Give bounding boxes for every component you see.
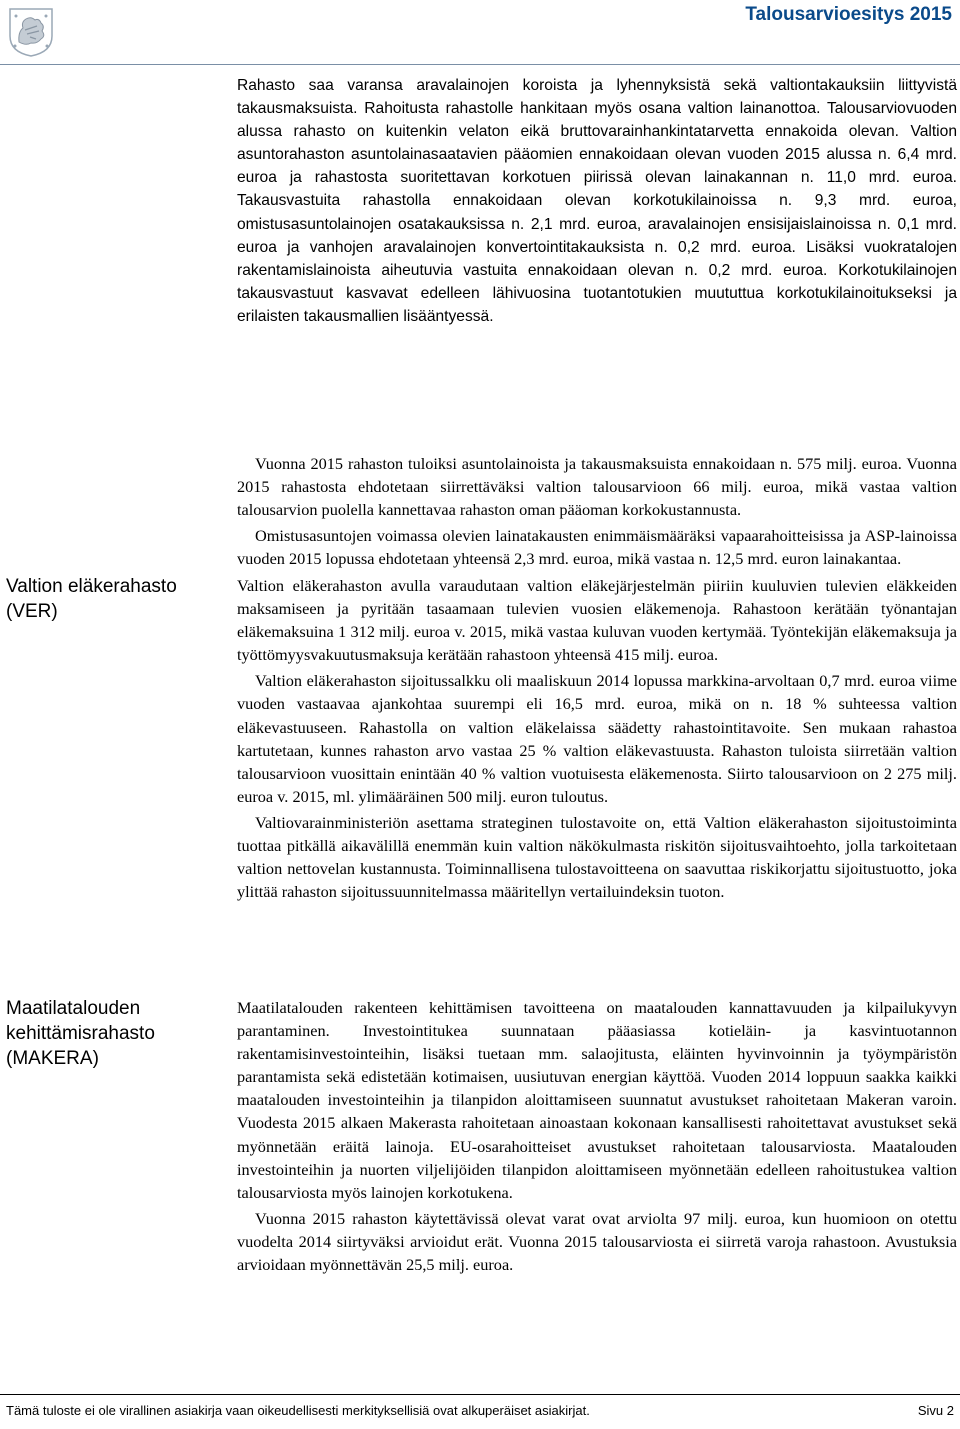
page-number: Sivu 2 (917, 1403, 954, 1418)
paragraph: Vuonna 2015 rahaston tuloiksi asuntolainoista ja takausmaksuista ennakoidaan n. 575 milj. euroa. Vuonna 2015 rahastosta ehdotetaan siirrettäväksi valtion talousarvioon 66 milj. euroa, mikä vastaa valtion talousarvion puolella kannettavaa rahaston oman pääoman korkokustannusta. (237, 454, 957, 520)
paragraph: Valtion eläkerahaston sijoitussalkku oli maaliskuun 2014 lopussa markkina-arvoltaan 0,7 mrd. euroa viime vuoden vastaavaa ajankohtaa suurempi eli 16,5 mrd. euroa, mikä on n. 18 % suhteessa valtion eläkevastuuseen. Rahastolla on valtion eläkelaissa säädetty rahastointitavoite. Sen mukaan rahastoa kartutetaan, kunnes rahaston arvo vastaa 25 % valtion eläkevastuusta. Rahaston tuloista siirretään valtion talousarvioon vuosittain enintään 40 % valtion vuotuisesta eläkemenosta. Siirto talousarvioon on 2 275 milj. euroa v. 2015, ml. ylimääräinen 500 milj. euron tuloutus. (237, 671, 957, 806)
document-title: Talousarvioesitys 2015 (745, 4, 952, 25)
paragraph: Rahasto saa varansa aravalainojen koroista ja lyhennyksistä sekä valtiontakauksiin liittyvistä takausmaksuista. Rahoitusta rahastolle hankitaan myös osana valtion lainanottoa. Talousarviovuoden alussa rahasto on kuitenkin velaton eikä bruttovarainhankintatarvetta ennakoida olevan. Valtion asuntorahaston asuntolainasaatavien pääomien ennakoidaan olevan vuoden 2015 alussa n. 6,4 mrd. euroa ja rahastosta suoritettavan korkotuen piirissä olevan lainakannan n. 11,0 mrd. euroa. Takausvastuita rahastolla ennakoidaan olevan korkotukilainoissa n. 9,3 mrd. euroa, omistusasuntolainojen osatakauksissa n. 2,1 mrd. euroa, aravalainojen ensisijaislainoissa n. 0,1 mrd. euroa ja vanhojen aravalainojen konvertointitakauksista n. 0,2 mrd. euroa. Lisäksi vuokratalojen rakentamislainoista aiheutuvia vastuita ennakoidaan olevan n. 0,2 mrd. euroa. Korkotukilainojen takausvastuut kasvavat edelleen lähivuosina tuotantotukien muututtua korkotukilainoitukseksi ja erilaisten takausmallien lisääntyessä. (237, 77, 957, 325)
footer-divider (0, 1394, 960, 1395)
section-label-makera: Maatilatalouden kehittämisrahasto (MAKERA) (6, 998, 155, 1069)
finnish-lion-coat-of-arms-icon (6, 6, 56, 58)
paragraph: Omistusasuntojen voimassa olevien lainatakausten enimmäismääräksi vapaarahoitteisissa ja ASP-lainoissa vuoden 2015 lopussa ehdotetaan yhteensä 2,3 mrd. euroa, mikä vastaa n. 12,5 mrd. euron lainakantaa. (237, 526, 957, 569)
section-asuntorahasto-body (237, 74, 957, 328)
footer-disclaimer: Tämä tuloste ei ole virallinen asiakirja vaan oikeudellisesti merkityksellisiä ovat alkuperäiset asiakirjat. (6, 1403, 590, 1418)
section-makera-body (237, 996, 957, 1276)
section-asuntorahasto-body-cont (237, 452, 957, 570)
paragraph: Valtion eläkerahaston avulla varaudutaan valtion eläkejärjestelmän piiriin kuuluvien tulevien eläkkeiden maksamiseen ja pyritään tasaamaan tulevien vuosien eläkemenoja. Rahastoon kerätään työnantajan eläkemaksuina 1 312 milj. euroa v. 2015, mikä vastaa kuluvan vuoden kertymää. Työntekijän eläkemaksuja ja työttömyysvakuutusmaksuja kerätään rahastoon yhteensä 415 milj. euroa. (237, 576, 957, 665)
section-label-ver: Valtion eläkerahasto (VER) (6, 576, 177, 622)
paragraph: Maatilatalouden rakenteen kehittämisen tavoitteena on maatalouden kannattavuuden ja kilpailukyvyn parantaminen. Investointitukea suunnataan pääasiassa kotieläin- ja kasvintuotannon rakentamisinvestointeihin, lisäksi tuetaan mm. salaojitusta, eläinten hyvinvoinnin ja työympäristön parantamista sekä edistetään kotimaisen, uusiutuvan energian käyttöä. Vuoden 2014 loppuun saakka kaikki maatalouden investointeihin ja tilanpidon aloittamiseen suunnatut avustukset rahoitetaan Makeran varoin. Vuodesta 2015 alkaen Makerasta rahoitetaan ainoastaan kokonaan kansallisesti rahoitettavat avustukset sekä myönnetään eräitä lainoja. EU-osarahoitteiset avustukset rahoitetaan talousarviosta. Maatalouden investointeihin ja nuorten viljelijöiden tilanpidon aloittamiseen myönnetään edelleen rahoitustukea valtion talousarviosta myös lainojen korkotukena. (237, 998, 957, 1202)
header-divider (0, 64, 960, 65)
section-ver-body (237, 574, 957, 903)
paragraph: Vuonna 2015 rahaston käytettävissä olevat varat ovat arviolta 97 milj. euroa, kun huomioon on otettu vuodelta 2014 siirtyväksi arvioidut erät. Vuonna 2015 talousarviosta ei siirretä varoja rahastoon. Avustuksia arvioidaan myönnettävän 25,5 milj. euroa. (237, 1208, 957, 1275)
paragraph: Valtiovarainministeriön asettama strateginen tulostavoite on, että Valtion eläkerahaston sijoitustoiminta tuottaa pitkällä aikavälillä enemmän kuin valtion näkökulmasta riskitön sijoitusvaihtoehto, jolla tarkoitetaan valtion nettovelan kustannusta. Toiminnallisena tulostavoitteena on saavuttaa riskikorjattu sijoitustuotto, joka ylittää rahaston sijoitussuunnitelmassa määritellyn vertailuindeksin tuoton. (237, 812, 957, 902)
